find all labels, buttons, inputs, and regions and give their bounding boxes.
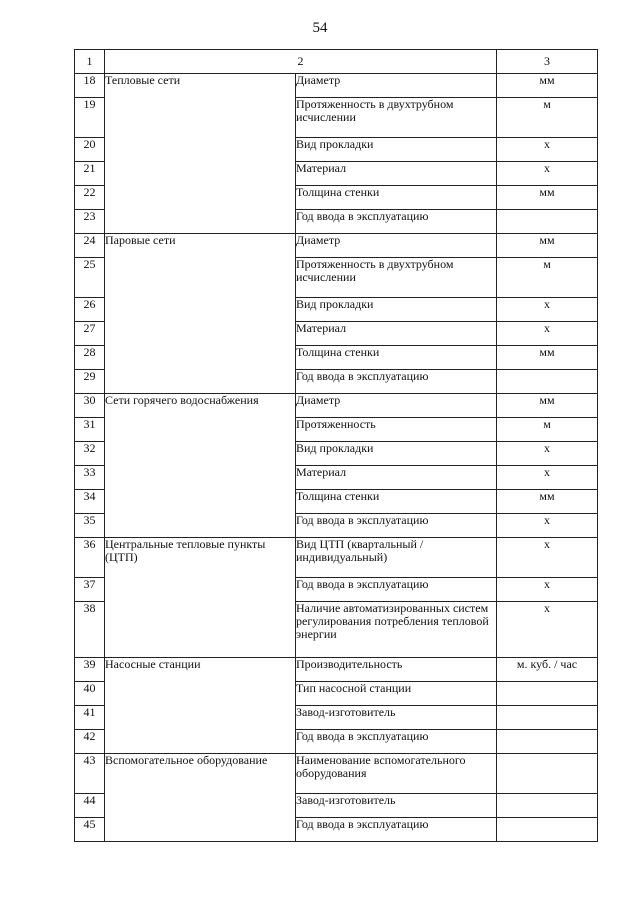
parameter-name: Диаметр	[296, 234, 497, 258]
parameter-name: Материал	[296, 466, 497, 490]
parameter-name: Тип насосной станции	[296, 682, 497, 706]
table-row	[75, 658, 598, 682]
row-number: 22	[75, 186, 105, 210]
row-number: 37	[75, 578, 105, 602]
row-number: 30	[75, 394, 105, 418]
unit-value	[497, 730, 598, 754]
row-number: 43	[75, 754, 105, 794]
parameter-name: Материал	[296, 162, 497, 186]
unit-value: х	[497, 138, 598, 162]
unit-value: м	[497, 258, 598, 298]
unit-value: мм	[497, 74, 598, 98]
table-row	[75, 538, 598, 578]
row-number: 41	[75, 706, 105, 730]
group-name: Сети горячего водоснабжения	[105, 394, 296, 538]
row-number: 23	[75, 210, 105, 234]
parameter-name: Протяженность	[296, 418, 497, 442]
parameter-name: Диаметр	[296, 74, 497, 98]
unit-value: х	[497, 602, 598, 658]
parameter-name: Год ввода в эксплуатацию	[296, 818, 497, 842]
parameter-name: Толщина стенки	[296, 490, 497, 514]
row-number: 32	[75, 442, 105, 466]
unit-value: х	[497, 514, 598, 538]
unit-value	[497, 754, 598, 794]
parameter-name: Год ввода в эксплуатацию	[296, 730, 497, 754]
group-name: Центральные тепловые пункты (ЦТП)	[105, 538, 296, 658]
unit-value: мм	[497, 186, 598, 210]
row-number: 39	[75, 658, 105, 682]
row-number: 25	[75, 258, 105, 298]
table-row	[75, 394, 598, 418]
parameter-name: Диаметр	[296, 394, 497, 418]
parameter-name: Толщина стенки	[296, 186, 497, 210]
unit-value	[497, 818, 598, 842]
parameter-name: Год ввода в эксплуатацию	[296, 210, 497, 234]
unit-value: х	[497, 322, 598, 346]
row-number: 18	[75, 74, 105, 98]
row-number: 40	[75, 682, 105, 706]
unit-value: м. куб. / час	[497, 658, 598, 682]
group-name: Вспомогательное оборудование	[105, 754, 296, 842]
page-number: 54	[312, 20, 328, 36]
unit-value: мм	[497, 490, 598, 514]
parameter-name: Вид прокладки	[296, 442, 497, 466]
row-number: 35	[75, 514, 105, 538]
parameter-name: Протяженность в двухтрубном исчислении	[296, 98, 497, 138]
unit-value: мм	[497, 234, 598, 258]
unit-value: м	[497, 98, 598, 138]
header-col-1: 1	[75, 50, 105, 74]
parameter-name: Наименование вспомогательного оборудования	[296, 754, 497, 794]
unit-value: х	[497, 298, 598, 322]
row-number: 21	[75, 162, 105, 186]
unit-value	[497, 210, 598, 234]
table-body	[75, 50, 598, 842]
row-number: 28	[75, 346, 105, 370]
row-number: 19	[75, 98, 105, 138]
unit-value	[497, 706, 598, 730]
header-col-3: 3	[497, 50, 598, 74]
parameter-name: Год ввода в эксплуатацию	[296, 370, 497, 394]
unit-value	[497, 370, 598, 394]
table-row	[75, 754, 598, 794]
parameter-name: Толщина стенки	[296, 346, 497, 370]
parameter-name: Вид прокладки	[296, 138, 497, 162]
unit-value: мм	[497, 394, 598, 418]
group-name: Насосные станции	[105, 658, 296, 754]
parameter-name: Протяженность в двухтрубном исчислении	[296, 258, 497, 298]
parameter-name: Завод-изготовитель	[296, 706, 497, 730]
row-number: 44	[75, 794, 105, 818]
unit-value: х	[497, 162, 598, 186]
row-number: 26	[75, 298, 105, 322]
unit-value	[497, 682, 598, 706]
header-row	[75, 50, 598, 74]
row-number: 45	[75, 818, 105, 842]
unit-value	[497, 794, 598, 818]
unit-value: мм	[497, 346, 598, 370]
row-number: 20	[75, 138, 105, 162]
parameter-name: Наличие автоматизированных систем регулирования потребления тепловой энергии	[296, 602, 497, 658]
unit-value: х	[497, 466, 598, 490]
row-number: 34	[75, 490, 105, 514]
row-number: 33	[75, 466, 105, 490]
row-number: 24	[75, 234, 105, 258]
parameter-name: Вид ЦТП (квартальный / индивидуальный)	[296, 538, 497, 578]
unit-value: х	[497, 442, 598, 466]
table-row	[75, 234, 598, 258]
parameter-name: Год ввода в эксплуатацию	[296, 514, 497, 538]
parameter-name: Материал	[296, 322, 497, 346]
group-name: Тепловые сети	[105, 74, 296, 234]
table-row	[75, 74, 598, 98]
unit-value: х	[497, 538, 598, 578]
parameter-name: Производительность	[296, 658, 497, 682]
row-number: 42	[75, 730, 105, 754]
unit-value: м	[497, 418, 598, 442]
header-col-2: 2	[105, 50, 497, 74]
row-number: 31	[75, 418, 105, 442]
row-number: 36	[75, 538, 105, 578]
row-number: 27	[75, 322, 105, 346]
group-name: Паровые сети	[105, 234, 296, 394]
parameter-name: Завод-изготовитель	[296, 794, 497, 818]
unit-value: х	[497, 578, 598, 602]
row-number: 38	[75, 602, 105, 658]
row-number: 29	[75, 370, 105, 394]
parameter-name: Вид прокладки	[296, 298, 497, 322]
parameter-name: Год ввода в эксплуатацию	[296, 578, 497, 602]
parameters-table	[74, 49, 598, 842]
